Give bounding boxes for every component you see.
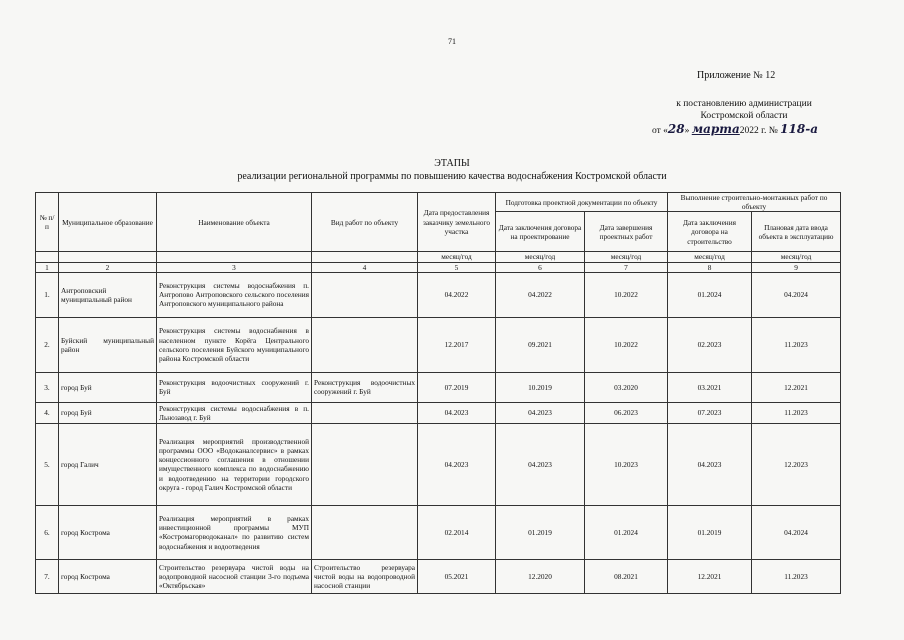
row-build-contract: 12.2021 [668,559,752,593]
document-title: ЭТАПЫ [434,158,470,169]
row-design-end: 10.2022 [585,317,668,372]
row-design-contract: 01.2019 [496,505,585,559]
row-design-end: 06.2023 [585,402,668,423]
decree-date-mid: » [684,126,690,136]
row-number: 5. [36,423,59,505]
header-build-commission: Плановая дата ввода объекта в эксплуатацию [752,212,841,252]
unit-label: месяц/год [496,252,585,262]
column-number: 1 [36,262,59,272]
row-number: 3. [36,372,59,402]
row-land-date: 04.2023 [418,402,496,423]
table-row [36,402,841,423]
header-land-date: Дата предоставления заказчику земельного участка [418,193,496,252]
row-build-commission: 11.2023 [752,317,841,372]
row-municipality: город Кострома [59,505,157,559]
row-design-end: 10.2023 [585,423,668,505]
row-work-type [312,423,418,505]
row-design-end: 08.2021 [585,559,668,593]
header-build-group: Выполнение строительно-монтажных работ по объекту [668,193,841,212]
unit-label: месяц/год [752,252,841,262]
row-number: 1. [36,272,59,317]
stages-table [35,192,841,594]
column-number: 6 [496,262,585,272]
row-object: Реконструкция водоочистных сооружений г. Буй [157,372,312,402]
row-design-end: 01.2024 [585,505,668,559]
unit-label: месяц/год [585,252,668,262]
row-municipality: город Буй [59,372,157,402]
row-object: Реконструкция системы водоснабжения в населенном пункте Корёга Центрального сельского поселения Буйского муниципального района Костромской области [157,317,312,372]
row-number: 7. [36,559,59,593]
unit-label: месяц/год [668,252,752,262]
column-number: 5 [418,262,496,272]
decree-reference [664,98,824,122]
row-work-type [312,317,418,372]
row-work-type [312,505,418,559]
row-work-type: Реконструкция водоочистных сооружений г. Буй [312,372,418,402]
header-design-contract: Дата заключения договора на проектирование [496,212,585,252]
row-object: Реконструкция системы водоснабжения п. Антропово Антроповского сельского поселения Антроповского муниципального района [157,272,312,317]
row-land-date: 02.2014 [418,505,496,559]
appendix-label: Приложение № 12 [697,70,776,81]
row-number: 4. [36,402,59,423]
row-land-date: 12.2017 [418,317,496,372]
row-work-type [312,272,418,317]
header-municipality: Муниципальное образование [59,193,157,252]
row-municipality: город Буй [59,402,157,423]
row-number: 6. [36,505,59,559]
row-build-contract: 01.2019 [668,505,752,559]
row-build-commission: 04.2024 [752,272,841,317]
table-row [36,317,841,372]
header-object: Наименование объекта [157,193,312,252]
row-object: Реализация мероприятий производственной программы ООО «Водоканалсервис» в рамках концессионного соглашения в отношении имущественного комплекса по водоснабжению и водоотведению на территории городского округа - город Галич Костромской области [157,423,312,505]
row-build-contract: 07.2023 [668,402,752,423]
row-build-contract: 02.2023 [668,317,752,372]
column-number: 7 [585,262,668,272]
column-number: 3 [157,262,312,272]
row-build-commission: 12.2023 [752,423,841,505]
table-row [36,272,841,317]
column-number: 4 [312,262,418,272]
row-municipality: город Галич [59,423,157,505]
header-design-group: Подготовка проектной документации по объекту [496,193,668,212]
decree-line-2: Костромской области [700,111,788,121]
decree-date [652,122,818,136]
row-build-contract: 04.2023 [668,423,752,505]
decree-line-1: к постановлению администрации [676,99,812,109]
row-municipality: город Кострома [59,559,157,593]
row-design-contract: 09.2021 [496,317,585,372]
decree-month-handwritten: марта [691,122,740,136]
decree-number-handwritten: 118-а [780,122,818,136]
row-design-contract: 04.2023 [496,423,585,505]
row-land-date: 07.2019 [418,372,496,402]
row-object: Реализация мероприятий в рамках инвестиционной программы МУП «Костромагорводоканал» по развитию систем водоснабжения и водоотведения [157,505,312,559]
row-number: 2. [36,317,59,372]
row-design-contract: 04.2023 [496,402,585,423]
column-number: 8 [668,262,752,272]
row-object: Реконструкция системы водоснабжения в п. Льнозавод г. Буй [157,402,312,423]
header-design-end: Дата завершения проектных работ [585,212,668,252]
unit-label: месяц/год [418,252,496,262]
row-land-date: 04.2023 [418,423,496,505]
row-build-commission: 04.2024 [752,505,841,559]
row-build-commission: 12.2021 [752,372,841,402]
row-build-contract: 03.2021 [668,372,752,402]
row-work-type: Строительство резервуара чистой воды на водопроводной насосной станции [312,559,418,593]
header-work-type: Вид работ по объекту [312,193,418,252]
column-number: 2 [59,262,157,272]
row-design-end: 03.2020 [585,372,668,402]
row-build-contract: 01.2024 [668,272,752,317]
decree-date-prefix: от « [652,126,668,136]
row-design-contract: 04.2022 [496,272,585,317]
header-num: № п/п [36,193,59,252]
table-row [36,423,841,505]
row-design-contract: 12.2020 [496,559,585,593]
row-municipality: Буйский муниципальный район [59,317,157,372]
table-row [36,559,841,593]
row-build-commission: 11.2023 [752,402,841,423]
row-land-date: 04.2022 [418,272,496,317]
row-design-contract: 10.2019 [496,372,585,402]
row-object: Строительство резервуара чистой воды на водопроводной насосной станции 3-го подъема «Октябрьская» [157,559,312,593]
row-land-date: 05.2021 [418,559,496,593]
decree-year: 2022 г. № [739,126,778,136]
row-municipality: Антроповский муниципальный район [59,272,157,317]
row-build-commission: 11.2023 [752,559,841,593]
header-build-contract: Дата заключения договора на строительство [668,212,752,252]
row-design-end: 10.2022 [585,272,668,317]
page-number: 71 [448,37,456,46]
decree-day-handwritten: 28 [667,122,685,136]
table-row [36,372,841,402]
table-row [36,505,841,559]
document-subtitle: реализации региональной программы по повышению качества водоснабжения Костромской области [237,171,667,182]
column-number: 9 [752,262,841,272]
row-work-type [312,402,418,423]
